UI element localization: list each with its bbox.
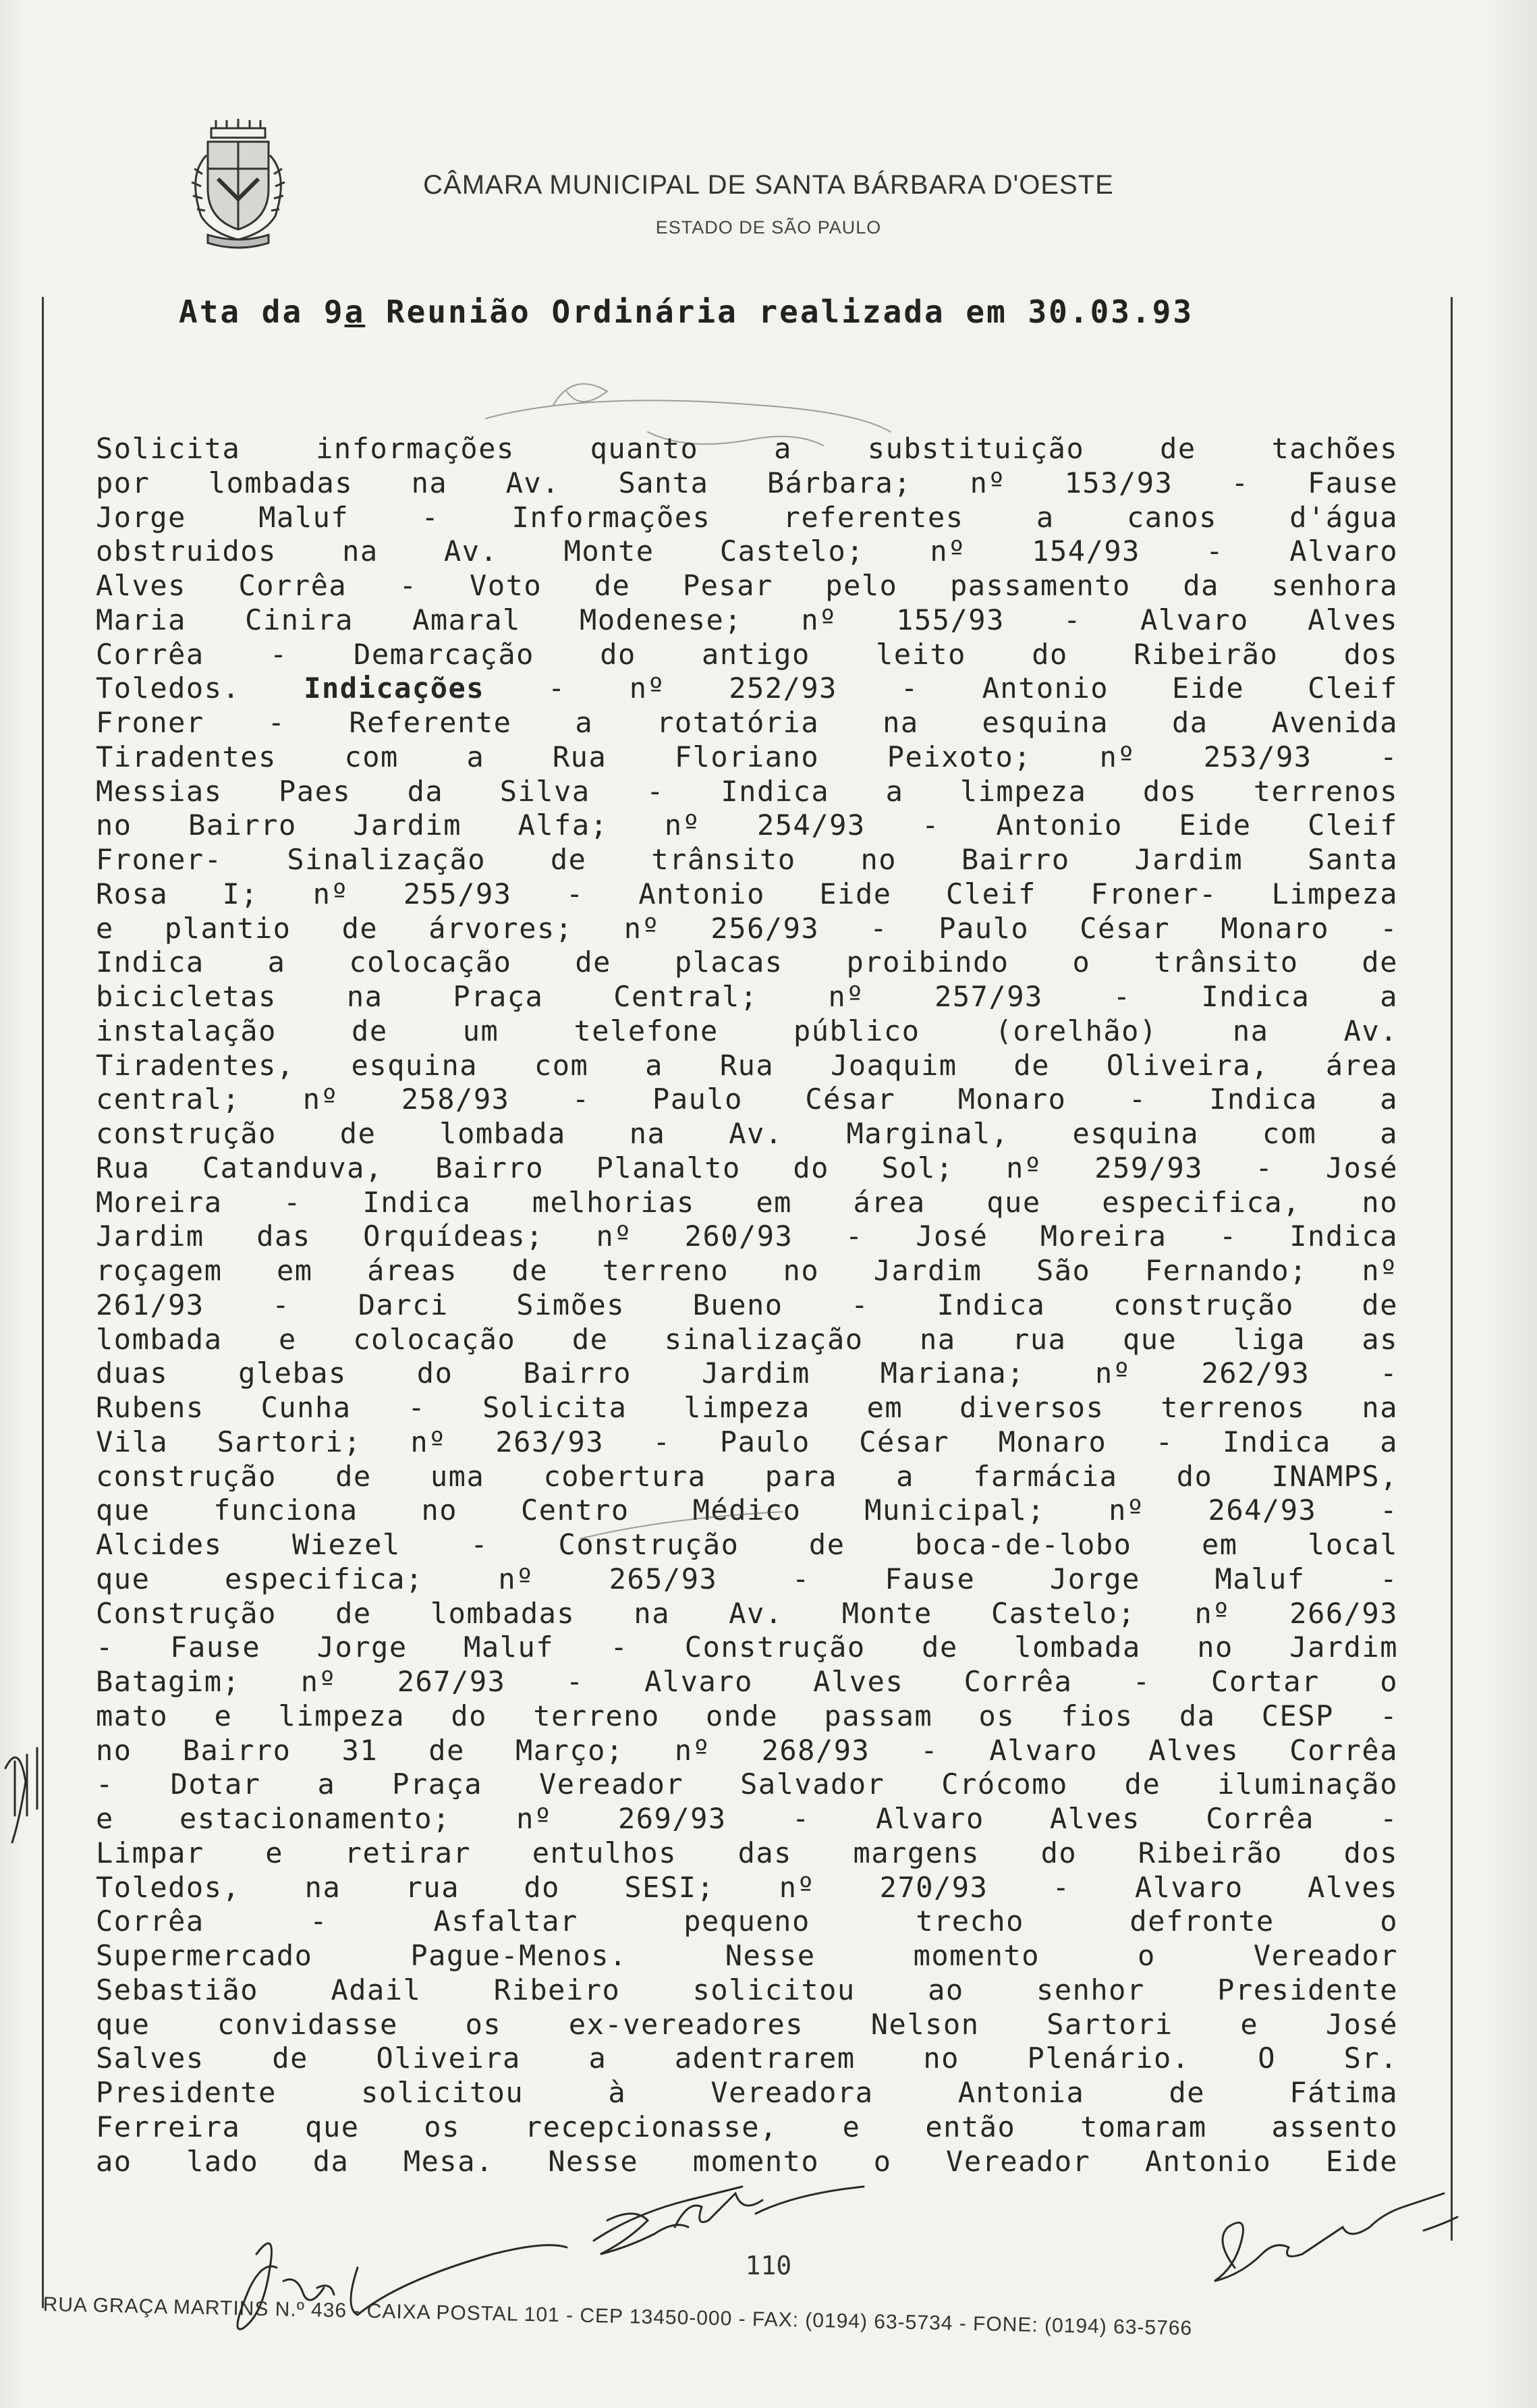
minutes-line: Jardim das Orquídeas; nº 260/93 - José Moreira - Indica (96, 1220, 1398, 1253)
minutes-line: no Bairro Jardim Alfa; nº 254/93 - Antonio Eide Cleif (96, 809, 1398, 842)
minutes-line: Tiradentes com a Rua Floriano Peixoto; nº 253/93 - (96, 740, 1398, 773)
minutes-line: construção de uma cobertura para a farmácia do INAMPS, (96, 1459, 1398, 1493)
document-title (179, 294, 1366, 330)
minutes-line: e plantio de árvores; nº 256/93 - Paulo César Monaro - (96, 911, 1398, 945)
minutes-line: Alves Corrêa - Voto de Pesar pelo passamento da senhora (96, 569, 1398, 602)
minutes-line: instalação de um telefone público (orelhão) na Av. (96, 1014, 1398, 1047)
title-ordinal: a (344, 294, 366, 330)
minutes-line: Alcides Wiezel - Construção de boca-de-lobo em local (96, 1528, 1398, 1561)
minutes-line: Construção de lombadas na Av. Monte Castelo; nº 266/93 (96, 1596, 1398, 1630)
minutes-line: Vila Sartori; nº 263/93 - Paulo César Monaro - Indica a (96, 1425, 1398, 1458)
minutes-line: Toledos, na rua do SESI; nº 270/93 - Alvaro Alves (96, 1870, 1398, 1904)
minutes-line: Froner - Referente a rotatória na esquina da Avenida (96, 706, 1398, 739)
minutes-line: Limpar e retirar entulhos das margens do Ribeirão dos (96, 1836, 1398, 1869)
minutes-line: que funciona no Centro Médico Municipal; nº 264/93 - (96, 1494, 1398, 1527)
minutes-line: por lombadas na Av. Santa Bárbara; nº 153/93 - Fause (96, 466, 1398, 499)
section-heading-indicacoes: Indicações (304, 672, 485, 705)
left-margin-rule (42, 297, 44, 2308)
footer-address: RUA GRAÇA MARTINS N.º 436 - CAIXA POSTAL 101 - CEP 13450-000 - FAX: (0194) 63-5734 - FONE: (0194) 63-5766 (43, 2293, 1193, 2340)
minutes-line: obstruidos na Av. Monte Castelo; nº 154/93 - Alvaro (96, 535, 1398, 568)
title-suffix: Reunião Ordinária realizada em 30.03.93 (365, 294, 1194, 330)
minutes-line: Rosa I; nº 255/93 - Antonio Eide Cleif Froner- Limpeza (96, 877, 1398, 910)
title-prefix: Ata da 9 (179, 294, 345, 330)
minutes-line: lombada e colocação de sinalização na rua que liga as (96, 1322, 1398, 1356)
page-number: 110 (745, 2251, 792, 2280)
minutes-line: Corrêa - Asfaltar pequeno trecho defronte o (96, 1905, 1398, 1938)
minutes-line: Moreira - Indica melhorias em área que especifica, no (96, 1185, 1398, 1219)
minutes-body (96, 432, 1398, 2179)
minutes-line: mato e limpeza do terreno onde passam os fios da CESP - (96, 1699, 1398, 1732)
minutes-line: Solicita informações quanto a substituição de tachões (96, 432, 1398, 465)
minutes-line: ao lado da Mesa. Nesse momento o Vereador Antonio Eide (96, 2144, 1398, 2178)
state-name: ESTADO DE SÃO PAULO (655, 217, 882, 238)
minutes-line: que convidasse os ex-vereadores Nelson Sartori e José (96, 2007, 1398, 2041)
minutes-line: construção de lombada na Av. Marginal, esquina com a (96, 1117, 1398, 1150)
minutes-line: Tiradentes, esquina com a Rua Joaquim de Oliveira, área (96, 1048, 1398, 1082)
minutes-line: Presidente solicitou à Vereadora Antonia de Fátima (96, 2076, 1398, 2109)
minutes-line: Batagim; nº 267/93 - Alvaro Alves Corrêa - Cortar o (96, 1665, 1398, 1698)
minutes-line: 261/93 - Darci Simões Bueno - Indica construção de (96, 1288, 1398, 1321)
minutes-line: Salves de Oliveira a adentrarem no Plenário. O Sr. (96, 2042, 1398, 2075)
minutes-line: Corrêa - Demarcação do antigo leito do Ribeirão dos (96, 637, 1398, 671)
right-margin-rule (1451, 297, 1453, 2241)
minutes-line: central; nº 258/93 - Paulo César Monaro - Indica a (96, 1083, 1398, 1116)
minutes-line: bicicletas na Praça Central; nº 257/93 - Indica a (96, 980, 1398, 1013)
minutes-line: Sebastião Adail Ribeiro solicitou ao senhor Presidente (96, 1973, 1398, 2006)
minutes-line: Supermercado Pague-Menos. Nesse momento o Vereador (96, 1939, 1398, 1972)
minutes-line: duas glebas do Bairro Jardim Mariana; nº 262/93 - (96, 1357, 1398, 1390)
minutes-line: - Fause Jorge Maluf - Construção de lombada no Jardim (96, 1631, 1398, 1664)
minutes-line: Jorge Maluf - Informações referentes a canos d'água (96, 500, 1398, 534)
minutes-line: roçagem em áreas de terreno no Jardim São Fernando; nº (96, 1254, 1398, 1287)
minutes-line: Toledos. Indicações - nº 252/93 - Antonio Eide Cleif (96, 672, 1398, 705)
minutes-line: no Bairro 31 de Março; nº 268/93 - Alvaro Alves Corrêa (96, 1733, 1398, 1767)
minutes-line: Froner- Sinalização de trânsito no Bairro Jardim Santa (96, 843, 1398, 876)
minutes-line: Messias Paes da Silva - Indica a limpeza dos terrenos (96, 774, 1398, 808)
institution-name: CÂMARA MUNICIPAL DE SANTA BÁRBARA D'OESTE (423, 170, 1114, 200)
minutes-line: que especifica; nº 265/93 - Fause Jorge Maluf - (96, 1562, 1398, 1595)
minutes-line: Maria Cinira Amaral Modenese; nº 155/93 - Alvaro Alves (96, 603, 1398, 636)
minutes-line: Rua Catanduva, Bairro Planalto do Sol; nº 259/93 - José (96, 1151, 1398, 1184)
minutes-line: Ferreira que os recepcionasse, e então tomaram assento (96, 2110, 1398, 2143)
minutes-line: Rubens Cunha - Solicita limpeza em diversos terrenos na (96, 1391, 1398, 1424)
minutes-line: Indica a colocação de placas proibindo o trânsito de (96, 946, 1398, 979)
minutes-line: - Dotar a Praça Vereador Salvador Crócomo de iluminação (96, 1768, 1398, 1801)
minutes-line: e estacionamento; nº 269/93 - Alvaro Alves Corrêa - (96, 1802, 1398, 1835)
